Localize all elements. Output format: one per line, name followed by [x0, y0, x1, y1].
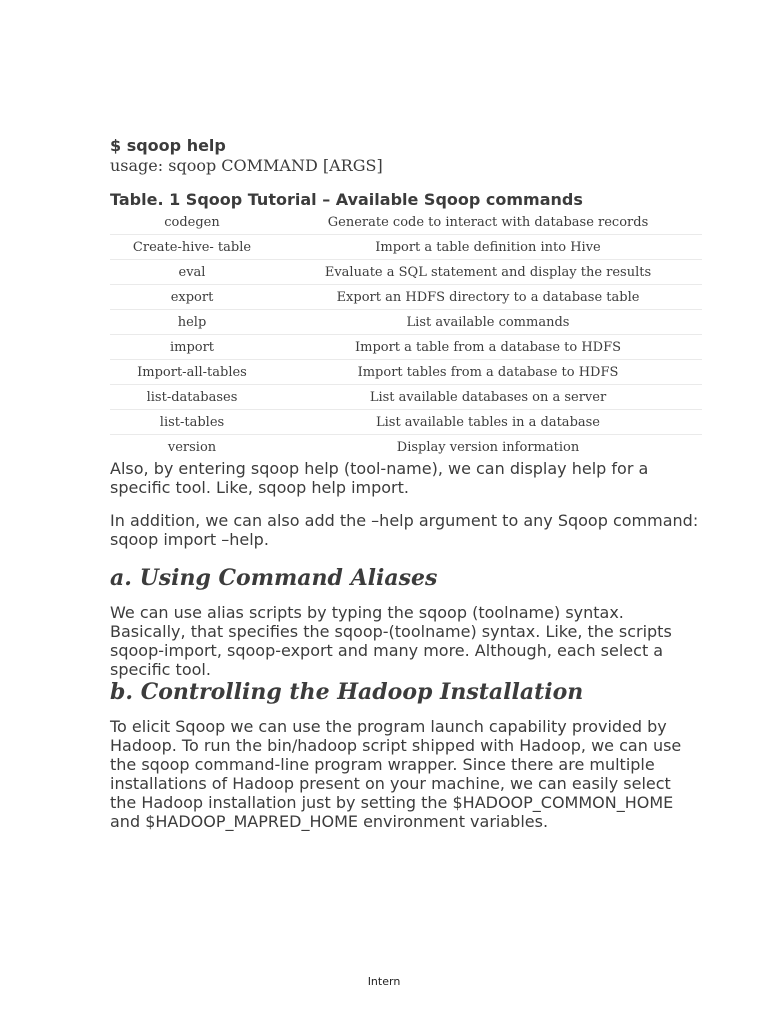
description-cell: List available tables in a database — [274, 410, 702, 435]
command-line: $ sqoop help — [110, 136, 226, 155]
table-row — [110, 410, 702, 435]
footer-label: Intern — [367, 975, 401, 988]
command-cell: Create-hive- table — [110, 235, 274, 260]
section-b-paragraph: To elicit Sqoop we can use the program launch capability provided by Hadoop. To run the bin/hadoop script shipped with Hadoop, we can use the sqoop command-line program wrapper. Since there are multiple installations of Hadoop present on your machine, we can easily select the Hadoop installation just by setting the $HADOOP_COMMON_HOME and $HADOOP_MAPRED_HOME environment variables. — [110, 717, 682, 831]
command-cell: import — [110, 335, 274, 360]
command-cell: version — [167, 439, 217, 455]
table-row — [110, 385, 702, 410]
help-argument-paragraph: In addition, we can also add the –help argument to any Sqoop command: sqoop import –help. — [110, 511, 699, 549]
description-cell: Generate code to interact with database records — [274, 210, 702, 235]
section-a-heading: a. Using Command Aliases — [110, 565, 438, 591]
table-row — [110, 310, 702, 335]
command-cell: export — [110, 285, 274, 310]
command-cell: codegen — [110, 210, 274, 235]
section-a-paragraph: We can use alias scripts by typing the sqoop (toolname) syntax. Basically, that specifies the sqoop-(toolname) syntax. Like, the scripts sqoop-import, sqoop-export and many more. Although, each select a specific tool. — [110, 603, 672, 679]
table-row — [110, 235, 702, 260]
document-body — [110, 136, 702, 831]
description-cell: List available commands — [274, 310, 702, 335]
usage-line: usage: sqoop COMMAND [ARGS] — [110, 156, 383, 175]
command-cell: list-tables — [110, 410, 274, 435]
command-cell: help — [110, 310, 274, 335]
description-cell: Display version information — [396, 439, 580, 455]
command-cell: eval — [110, 260, 274, 285]
table-row — [110, 210, 702, 235]
description-cell: Import a table from a database to HDFS — [274, 335, 702, 360]
table-row — [110, 335, 702, 360]
table-row — [110, 260, 702, 285]
table-row — [110, 285, 702, 310]
description-cell: Evaluate a SQL statement and display the results — [274, 260, 702, 285]
table-title: Table. 1 Sqoop Tutorial – Available Sqoop commands — [110, 190, 583, 209]
command-cell: Import-all-tables — [110, 360, 274, 385]
command-cell: list-databases — [110, 385, 274, 410]
description-cell: Import tables from a database to HDFS — [274, 360, 702, 385]
section-b-heading: b. Controlling the Hadoop Installation — [110, 679, 584, 705]
table-row — [110, 360, 702, 385]
description-cell: Import a table definition into Hive — [274, 235, 702, 260]
description-cell: Export an HDFS directory to a database table — [274, 285, 702, 310]
table-row — [110, 435, 702, 460]
description-cell: List available databases on a server — [274, 385, 702, 410]
commands-table — [110, 210, 702, 459]
help-tool-paragraph: Also, by entering sqoop help (tool-name), we can display help for a specific tool. Like, sqoop help import. — [110, 459, 649, 497]
